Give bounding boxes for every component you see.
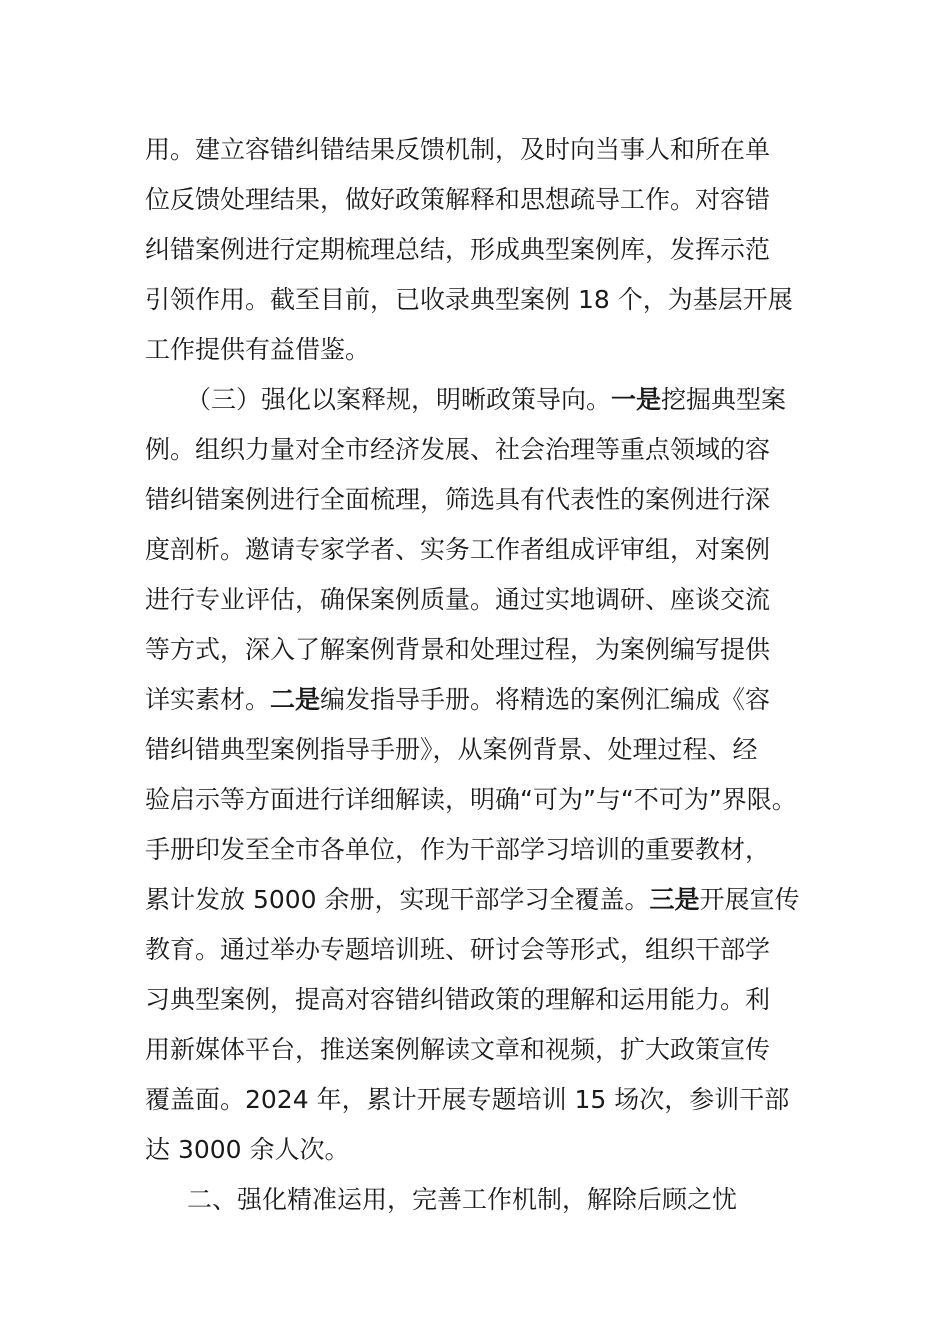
text-line	[145, 325, 825, 375]
text-run: 覆盖面。2024 年，累计开展专题培训 15 场次，参训干部	[145, 1085, 790, 1114]
text-line	[145, 525, 825, 575]
text-run: 编发指导手册。将精选的案例汇编成《容	[320, 685, 771, 714]
text-run: 纠错案例进行定期梳理总结，形成典型案例库，发挥示范	[145, 235, 771, 264]
text-run: 位反馈处理结果，做好政策解释和思想疏导工作。对容错	[145, 185, 771, 214]
bold-run: 三是	[649, 885, 700, 914]
text-run: 习典型案例，提高对容错纠错政策的理解和运用能力。利	[145, 985, 771, 1014]
text-run: （三）强化以案释规，明晰政策导向。	[186, 385, 612, 414]
text-run: 错纠错案例进行全面梳理，筛选具有代表性的案例进行深	[145, 485, 771, 514]
text-run: 达 3000 余人次。	[145, 1135, 350, 1164]
text-run: 用新媒体平台，推送案例解读文章和视频，扩大政策宣传	[145, 1035, 771, 1064]
text-line	[145, 725, 825, 775]
text-run: 工作提供有益借鉴。	[145, 335, 371, 364]
text-line	[145, 875, 825, 925]
text-line	[145, 125, 825, 175]
text-line	[145, 225, 825, 275]
text-line	[145, 925, 825, 975]
text-line	[145, 975, 825, 1025]
text-run: 例。组织力量对全市经济发展、社会治理等重点领域的容	[145, 435, 771, 464]
text-line	[145, 1125, 825, 1175]
text-line	[145, 625, 825, 675]
text-line	[145, 1025, 825, 1075]
text-run: 教育。通过举办专题培训班、研讨会等形式，组织干部学	[145, 935, 771, 964]
text-line	[145, 825, 825, 875]
text-line	[145, 475, 825, 525]
text-run: 累计发放 5000 余册，实现干部学习全覆盖。	[145, 885, 650, 914]
text-line	[145, 575, 825, 625]
text-run: 进行专业评估，确保案例质量。通过实地调研、座谈交流	[145, 585, 771, 614]
text-run: 验启示等方面进行详细解读，明确“可为”与“不可为”界限。	[145, 785, 797, 814]
text-run: 用。建立容错纠错结果反馈机制，及时向当事人和所在单	[145, 135, 771, 164]
bold-run: 二是	[270, 685, 321, 714]
text-run: 详实素材。	[145, 685, 271, 714]
text-line	[145, 775, 825, 825]
text-run: 开展宣传	[699, 885, 800, 914]
bold-run: 一是	[611, 385, 662, 414]
text-run: 引领作用。截至目前，已收录典型案例 18 个，为基层开展	[145, 285, 793, 314]
text-run: 等方式，深入了解案例背景和处理过程，为案例编写提供	[145, 635, 771, 664]
text-line	[145, 425, 825, 475]
text-run: 度剖析。邀请专家学者、实务工作者组成评审组，对案例	[145, 535, 771, 564]
text-line	[145, 1075, 825, 1125]
text-line	[145, 675, 825, 725]
text-line	[145, 175, 825, 225]
text-line	[145, 275, 825, 325]
text-run: 二、强化精准运用，完善工作机制，解除后顾之忧	[187, 1185, 738, 1214]
chapter-heading-line	[187, 1175, 867, 1225]
section-heading-line	[186, 375, 866, 425]
text-run: 手册印发至全市各单位，作为干部学习培训的重要教材，	[145, 835, 771, 864]
text-run: 错纠错典型案例指导手册》，从案例背景、处理过程、经	[145, 735, 758, 764]
text-run: 挖掘典型案	[661, 385, 787, 414]
